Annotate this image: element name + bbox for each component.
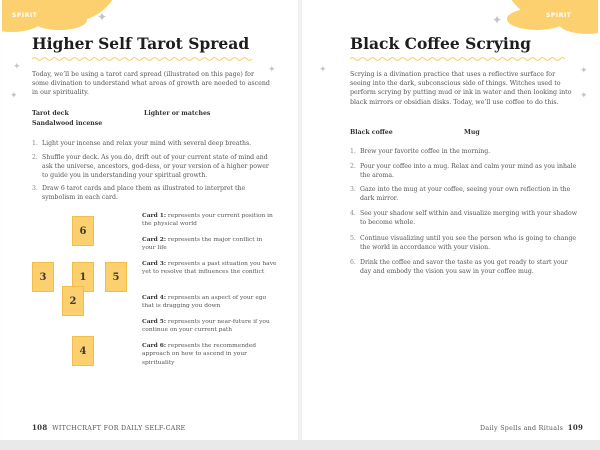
- section-tag: SPIRIT: [12, 12, 38, 19]
- step-text: Brew your favorite coffee in the morning.: [360, 148, 491, 155]
- sparkle-icon: ✦: [10, 91, 18, 101]
- tarot-card: 5: [105, 262, 127, 292]
- header-blob-lobe: [32, 10, 87, 30]
- page-number: 108: [32, 423, 48, 432]
- step-number: 3.: [32, 185, 38, 192]
- running-footer: Daily Spells and Rituals: [480, 425, 564, 432]
- step-item: [350, 234, 578, 252]
- step-item: [350, 162, 578, 180]
- card-description: Card 2: represents the major conflict in your life: [142, 236, 263, 252]
- sparkle-icon: ✦: [97, 10, 108, 24]
- sparkle-icon: ✦: [492, 13, 503, 27]
- tarot-card: 6: [72, 216, 94, 246]
- step-number: 4.: [350, 210, 356, 217]
- step-item: [350, 258, 578, 276]
- step-text: Light your incense and relax your mind with several deep breaths.: [42, 140, 252, 147]
- step-text: Continue visualizing until you see the person who is going to change the world in accordance with your vision.: [360, 235, 577, 251]
- sparkle-icon: ✦: [268, 65, 276, 75]
- left-page: [2, 0, 298, 440]
- intro-paragraph: Today, we’ll be using a tarot card spread (illustrated on this page) for some divination to understand what areas of growth are needed to ascend in our spirituality.: [32, 71, 270, 97]
- sparkle-icon: ✦: [13, 62, 21, 72]
- material-item: Lighter or matches: [144, 110, 211, 117]
- step-number: 6.: [350, 259, 356, 266]
- step-item: [350, 185, 578, 203]
- intro-paragraph: Scrying is a divination practice that uses a reflective surface for seeing into the dark, subconscious side of things. Witches used to perform scrying by putting mud or ink in water and then looking into black mirrors or obsidian disks. Today, we’ll use coffee to do this.: [350, 71, 572, 106]
- step-text: Gaze into the mug at your coffee, seeing your own reflection in the dark mirror.: [360, 186, 571, 202]
- step-number: 1.: [350, 148, 356, 155]
- step-item: [32, 139, 272, 148]
- card-description: Card 6: represents the recommended approach on how to ascend in your spirituality: [142, 342, 257, 366]
- tarot-card: 4: [72, 336, 94, 366]
- tarot-card: 1: [72, 262, 94, 292]
- step-item: [32, 153, 272, 180]
- step-number: 2.: [350, 163, 356, 170]
- right-page: [302, 0, 598, 440]
- sparkle-icon: ✦: [319, 65, 327, 75]
- step-number: 2.: [32, 154, 38, 161]
- card-description: Card 5: represents your near-future if you continue on your current path: [142, 318, 270, 334]
- step-item: [32, 184, 272, 202]
- sparkle-icon: ✦: [580, 66, 588, 76]
- tarot-card: 3: [32, 262, 54, 292]
- sparkle-icon: ✦: [580, 91, 588, 101]
- step-text: Draw 6 tarot cards and place them as illustrated to interpret the symbolism in each card.: [42, 185, 246, 201]
- step-number: 1.: [32, 140, 38, 147]
- step-number: 3.: [350, 186, 356, 193]
- card-description: Card 3: represents a past situation you have yet to resolve that influences the conflict: [142, 260, 277, 276]
- page-number: 109: [567, 423, 584, 432]
- title-underline-squiggle: [32, 56, 252, 62]
- page-footer: [480, 423, 583, 432]
- step-text: Shuffle your deck. As you do, drift out of your current state of mind and ask the universe, ancestors, god-dess, or your version of a higher power to guide you in understanding your spiritual growth.: [42, 154, 269, 179]
- material-item: Mug: [464, 129, 480, 136]
- step-text: See your shadow self within and visualize merging with your shadow to become whole.: [360, 210, 577, 226]
- card-description: Card 1: represents your current position in the physical world: [142, 212, 273, 228]
- material-item: Black coffee: [350, 129, 393, 136]
- page-title: Black Coffee Scrying: [350, 34, 531, 53]
- page-bottom-edge: [0, 440, 600, 450]
- step-text: Pour your coffee into a mug. Relax and calm your mind as you inhale the aroma.: [360, 163, 577, 179]
- section-tag: SPIRIT: [546, 12, 572, 19]
- step-number: 5.: [350, 235, 356, 242]
- step-item: [350, 147, 578, 156]
- page-title: Higher Self Tarot Spread: [32, 34, 250, 53]
- material-item: Tarot deck: [32, 110, 69, 117]
- page-footer: [32, 423, 186, 432]
- step-text: Drink the coffee and savor the taste as you get ready to start your day and embody the vision you saw in your coffee mug.: [360, 259, 568, 275]
- title-underline-squiggle: [350, 56, 565, 62]
- material-item: Sandalwood incense: [32, 120, 103, 127]
- step-item: [350, 209, 578, 227]
- tarot-card: 2: [62, 286, 84, 316]
- card-description: Card 4: represents an aspect of your ego that is dragging you down: [142, 294, 267, 310]
- running-footer: WITCHCRAFT FOR DAILY SELF-CARE: [52, 425, 186, 432]
